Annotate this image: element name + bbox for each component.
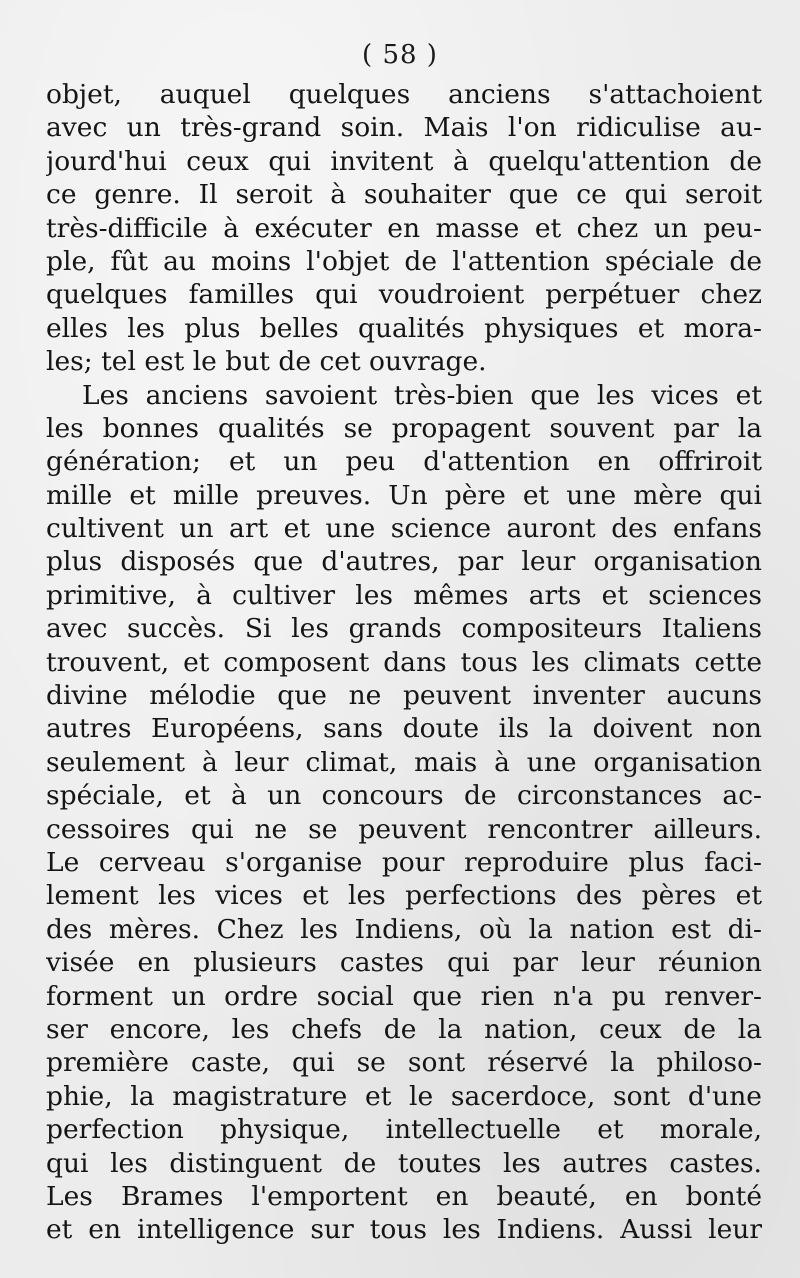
text-line: visée en plusieurs castes qui par leur réunion [46,947,762,979]
text-line: forment un ordre social que rien n'a pu renver- [46,980,762,1012]
text-line: autres Européens, sans doute ils la doivent non [46,713,762,745]
page-number: ( 58 ) [362,40,438,70]
text-line: génération; et un peu d'attention en offriroit [46,446,762,478]
text-line: objet, auquel quelques anciens s'attachoient [46,79,762,110]
text-line: cultivent un art et une science auront des enfans [46,513,762,545]
text-line: très-difficile à exécuter en masse et chez un peu- [46,212,762,244]
text-line: spéciale, et à un concours de circonstances ac- [46,780,762,812]
text-line: primitive, à cultiver les mêmes arts et sciences [46,579,762,611]
text-line: Le cerveau s'organise pour reproduire plus faci- [46,846,762,878]
text-line: avec succès. Si les grands compositeurs Italiens [46,613,762,645]
text-line: trouvent, et composent dans tous les climats cette [46,646,762,678]
text-line: avec un très-grand soin. Mais l'on ridiculise au- [46,112,762,144]
text-line: qui les distinguent de toutes les autres castes. [46,1147,762,1179]
text-line: cessoires qui ne se peuvent rencontrer ailleurs. [46,813,762,845]
text-line: jourd'hui ceux qui invitent à quelqu'attention de [46,145,762,177]
text-line: les bonnes qualités se propagent souvent par la [46,412,762,444]
text-line: ce genre. Il seroit à souhaiter que ce qui seroit [46,179,762,211]
text-line: première caste, qui se sont réservé la philoso- [46,1047,762,1079]
text-line: et en intelligence sur tous les Indiens. Aussi leur [46,1214,762,1246]
text-line: mille et mille preuves. Un père et une mère qui [46,479,762,511]
text-line: seulement à leur climat, mais à une organisation [46,746,762,778]
text-line: Les Brames l'emportent en beauté, en bonté [46,1180,762,1212]
body-text [46,78,762,1247]
text-line: Les anciens savoient très-bien que les vices et [82,379,762,411]
text-line: les; tel est le but de cet ouvrage. [46,346,487,378]
text-line: quelques familles qui voudroient perpétuer chez [46,279,762,311]
text-line: perfection physique, intellectuelle et morale, [46,1114,762,1146]
text-line: phie, la magistrature et le sacerdoce, sont d'une [46,1080,762,1112]
text-line: ser encore, les chefs de la nation, ceux de la [46,1013,762,1045]
text-line: divine mélodie que ne peuvent inventer aucuns [46,680,762,712]
text-line: elles les plus belles qualités physiques et mora- [46,312,762,344]
text-line: lement les vices et les perfections des pères et [46,880,762,912]
text-line: plus disposés que d'autres, par leur organisation [46,546,762,578]
text-line: des mères. Chez les Indiens, où la nation est di- [46,913,762,945]
text-line: ple, fût au moins l'objet de l'attention spéciale de [46,245,762,277]
